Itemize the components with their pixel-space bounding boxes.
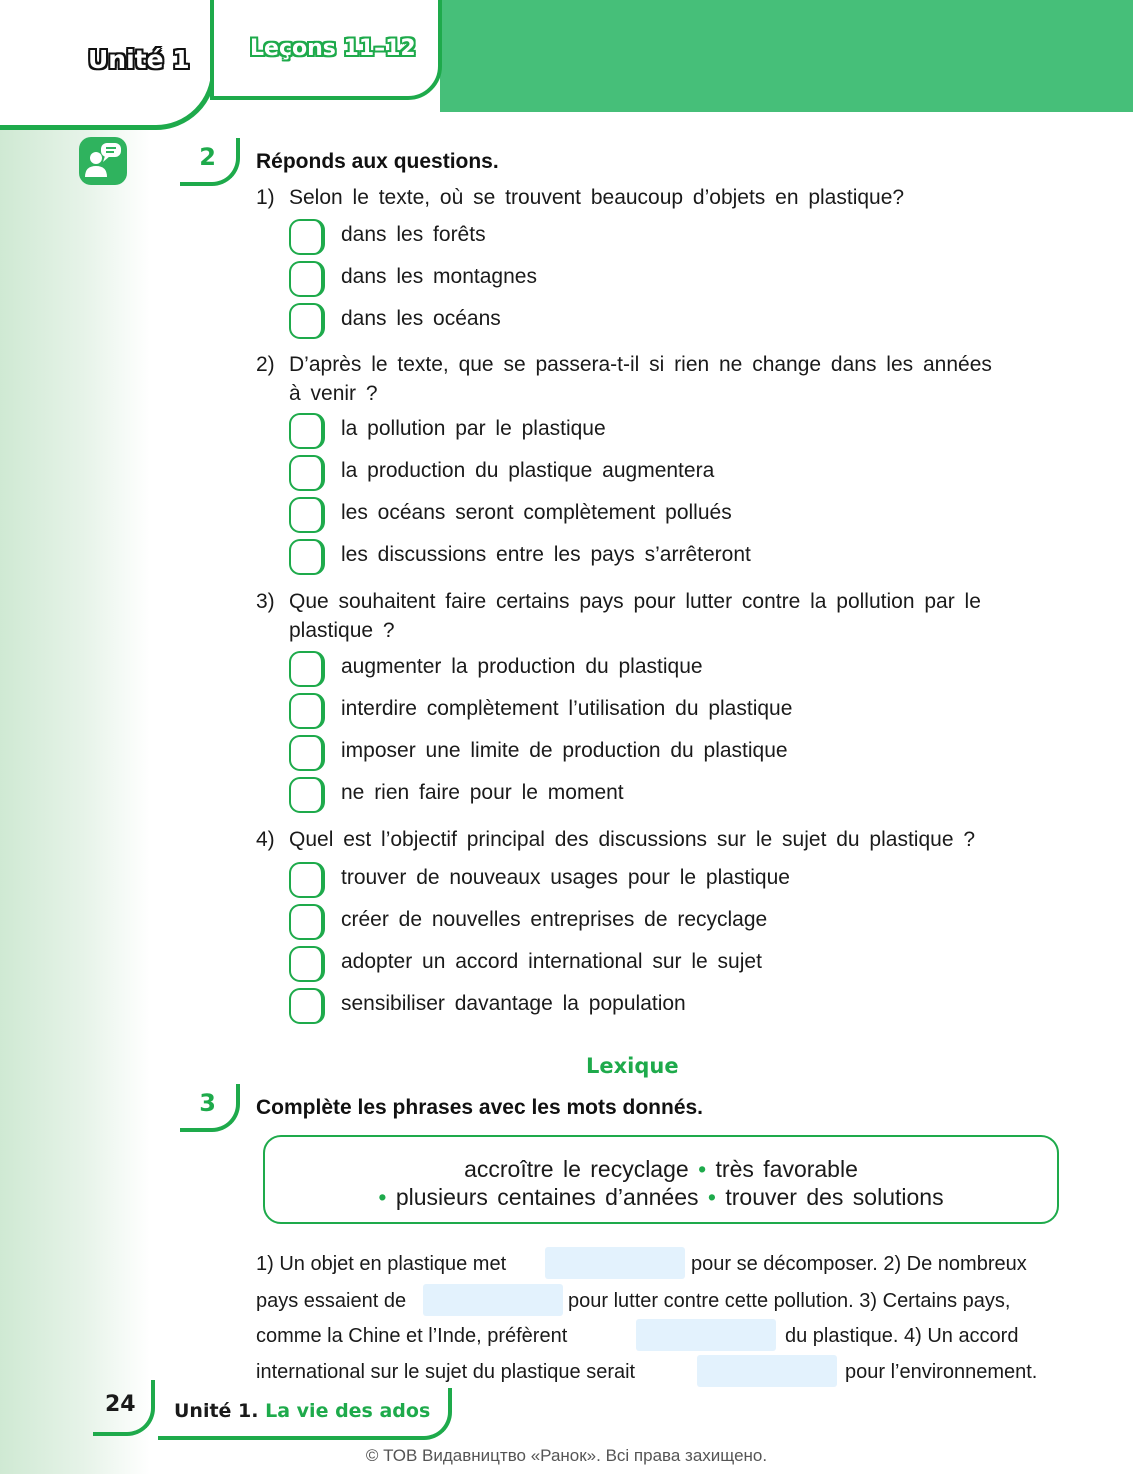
word-bank-line-1	[265, 1155, 1057, 1183]
word-bank-line-2	[265, 1183, 1057, 1211]
option-label: la production du plastique augmentera	[341, 459, 715, 482]
question-text: Selon le texte, où se trouvent beaucoup d’objets en plastique?	[289, 186, 905, 209]
word-bank	[263, 1135, 1059, 1224]
word-item: très favorable	[715, 1156, 858, 1182]
exercise-3-title: Complète les phrases avec les mots donnés.	[256, 1096, 704, 1119]
sentence-text: pour l’environnement.	[845, 1361, 1038, 1383]
question-number: 4)	[256, 828, 275, 851]
question-text: D’après le texte, que se passera-t-il si rien ne change dans les années	[289, 353, 992, 376]
speaking-icon	[79, 137, 127, 185]
unit-label: Unité 1	[88, 45, 190, 74]
answer-blank[interactable]	[697, 1355, 837, 1387]
answer-checkbox[interactable]	[289, 497, 325, 533]
option-label: créer de nouvelles entreprises de recyclage	[341, 908, 768, 931]
sentence-text: comme la Chine et l’Inde, préfèrent	[256, 1325, 568, 1347]
option-label: dans les montagnes	[341, 265, 537, 288]
answer-checkbox[interactable]	[289, 988, 325, 1024]
answer-checkbox[interactable]	[289, 862, 325, 898]
answer-checkbox[interactable]	[289, 651, 325, 687]
sentence-text: international sur le sujet du plastique serait	[256, 1361, 636, 1383]
section-heading: Lexique	[586, 1054, 679, 1078]
exercise-2-title: Réponds aux questions.	[256, 150, 499, 173]
answer-checkbox[interactable]	[289, 735, 325, 771]
question-text: Que souhaitent faire certains pays pour lutter contre la pollution par le	[289, 590, 981, 613]
page-number: 24	[93, 1380, 155, 1436]
question-4	[256, 825, 1061, 854]
option-label: augmenter la production du plastique	[341, 655, 703, 678]
exercise-2-number: 2	[180, 138, 240, 186]
question-number: 1)	[256, 186, 275, 209]
footer-unit-prefix: Unité 1.	[174, 1400, 259, 1422]
answer-checkbox[interactable]	[289, 455, 325, 491]
word-item: accroître le recyclage	[464, 1156, 689, 1182]
option-label: la pollution par le plastique	[341, 417, 606, 440]
option-label: trouver de nouveaux usages pour le plastique	[341, 866, 790, 889]
sentence-text: pour se décomposer. 2) De nombreux	[691, 1253, 1027, 1275]
question-number: 3)	[256, 590, 275, 613]
header-band	[440, 0, 1133, 112]
margin-gradient	[0, 0, 150, 1474]
option-label: sensibiliser davantage la population	[341, 992, 686, 1015]
question-text: Quel est l’objectif principal des discussions sur le sujet du plastique ?	[289, 828, 976, 851]
footer-unit-title: La vie des ados	[265, 1400, 431, 1422]
word-item: plusieurs centaines d’années	[395, 1184, 699, 1210]
fill-line-2	[256, 1286, 1061, 1316]
sentence-text: pays essaient de	[256, 1290, 407, 1312]
fill-line-4	[256, 1357, 1061, 1387]
footer-unit	[158, 1388, 452, 1440]
bullet: •	[698, 1156, 707, 1182]
copyright: © ТОВ Видавництво «Ранок». Всі права захищено.	[365, 1446, 768, 1465]
answer-checkbox[interactable]	[289, 303, 325, 339]
answer-checkbox[interactable]	[289, 904, 325, 940]
answer-checkbox[interactable]	[289, 413, 325, 449]
option-label: ne rien faire pour le moment	[341, 781, 624, 804]
question-1	[256, 183, 1061, 212]
option-label: dans les forêts	[341, 223, 486, 246]
option-label: imposer une limite de production du plastique	[341, 739, 788, 762]
answer-checkbox[interactable]	[289, 261, 325, 297]
answer-checkbox[interactable]	[289, 539, 325, 575]
answer-blank[interactable]	[423, 1284, 563, 1316]
bullet: •	[707, 1184, 716, 1210]
answer-checkbox[interactable]	[289, 946, 325, 982]
sentence-text: pour lutter contre cette pollution. 3) Certains pays,	[568, 1290, 1011, 1312]
question-number: 2)	[256, 353, 275, 376]
answer-checkbox[interactable]	[289, 693, 325, 729]
answer-checkbox[interactable]	[289, 777, 325, 813]
sentence-text: 1) Un objet en plastique met	[256, 1253, 507, 1275]
question-text-cont: plastique ?	[289, 619, 395, 642]
option-label: les discussions entre les pays s’arrêteront	[341, 543, 751, 566]
answer-blank[interactable]	[545, 1247, 685, 1279]
question-text-cont: à venir ?	[289, 382, 378, 405]
exercise-3-number: 3	[180, 1084, 240, 1132]
question-3	[256, 587, 1061, 645]
option-label: dans les océans	[341, 307, 501, 330]
bullet: •	[378, 1184, 387, 1210]
answer-blank[interactable]	[636, 1319, 776, 1351]
option-label: interdire complètement l’utilisation du plastique	[341, 697, 793, 720]
answer-checkbox[interactable]	[289, 219, 325, 255]
question-2	[256, 350, 1061, 408]
word-item: trouver des solutions	[725, 1184, 944, 1210]
sentence-text: du plastique. 4) Un accord	[785, 1325, 1019, 1347]
option-label: les océans seront complètement pollués	[341, 501, 732, 524]
option-label: adopter un accord international sur le sujet	[341, 950, 762, 973]
lessons-label: Leçons 11–12	[250, 36, 416, 61]
